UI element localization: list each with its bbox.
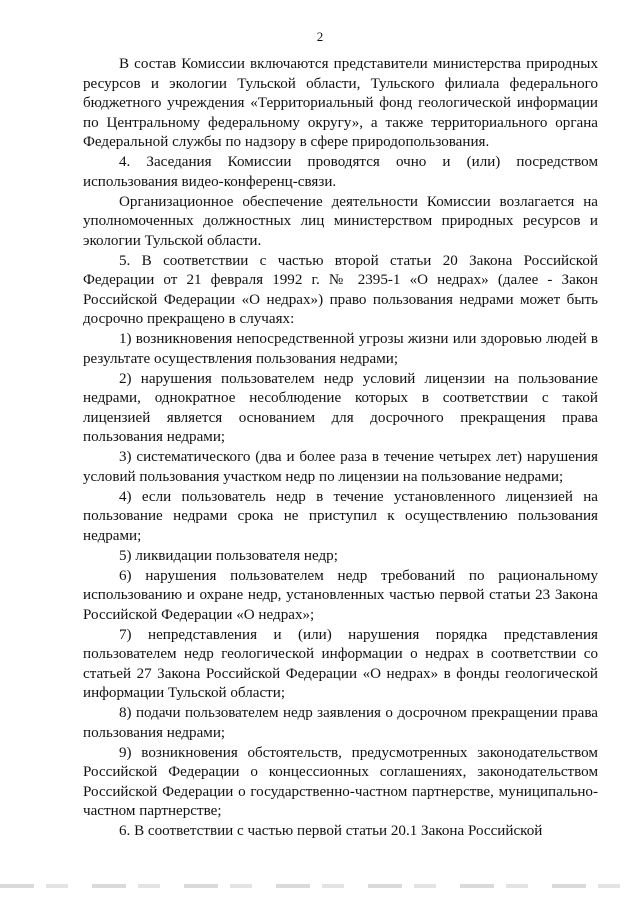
list-item-2: 2) нарушения пользователем недр условий лицензии на пользование недрами, однократное несоблюдение которых в соответствии с такой лицензией является основанием для досрочного прекращения права пользования недрами; xyxy=(83,370,598,445)
paragraph-4-meetings: 4. Заседания Комиссии проводятся очно и (или) посредством использования видео-конференц-связи. xyxy=(83,154,598,190)
paragraph-6-start: 6. В соответствии с частью первой статьи 20.1 Закона Российской xyxy=(119,823,543,839)
paragraph-5-early-termination: 5. В соответствии с частью второй статьи 20 Закона Российской Федерации от 21 февраля 1992 г. № 2395-1 «О недрах» (далее - Закон Российской Федерации «О недрах») право пользования недрами может быть досрочно прекращено в случаях: xyxy=(83,252,598,327)
list-item-6: 6) нарушения пользователем недр требований по рациональному использованию и охране недр, установленных частью первой статьи 23 Закона Российской Федерации «О недрах»; xyxy=(83,567,598,623)
list-item-3: 3) систематического (два и более раза в течение четырех лет) нарушения условий пользования участком недр по лицензии на пользование недрами; xyxy=(83,449,598,485)
paragraph-organizational-support: Организационное обеспечение деятельности Комиссии возлагается на уполномоченных должностных лиц министерством природных ресурсов и экологии Тульской области. xyxy=(83,193,598,249)
document-body xyxy=(83,55,598,842)
list-item-5: 5) ликвидации пользователя недр; xyxy=(119,547,338,564)
list-item-9: 9) возникновения обстоятельств, предусмотренных законодательством Российской Федерации о концессионных соглашениях, законодательством Российской Федерации о государственно-частном партнерстве, муниципально-частном партнерстве; xyxy=(83,744,598,819)
list-item-7: 7) непредставления и (или) нарушения порядка представления пользователем недр геологической информации о недрах в соответствии со статьей 27 Закона Российской Федерации «О недрах» в фонды геологической информации Тульской области; xyxy=(83,626,598,701)
list-item-8: 8) подачи пользователем недр заявления о досрочном прекращении права пользования недрами; xyxy=(83,705,598,741)
list-item-1: 1) возникновения непосредственной угрозы жизни или здоровью людей в результате осуществления пользования недрами; xyxy=(83,331,598,367)
scan-edge-artifact xyxy=(0,884,640,888)
paragraph-commission-members: В состав Комиссии включаются представители министерства природных ресурсов и экологии Тульской области, Тульского филиала федерального бюджетного учреждения «Территориальный фонд геологической информации по Центральному федеральному округу», а также территориального органа Федеральной службы по надзору в сфере природопользования. xyxy=(83,56,598,150)
list-item-4: 4) если пользователь недр в течение установленного лицензией на пользование недрами срока не приступил к осуществлению пользования недрами; xyxy=(83,488,598,544)
page-number: 2 xyxy=(316,29,324,44)
